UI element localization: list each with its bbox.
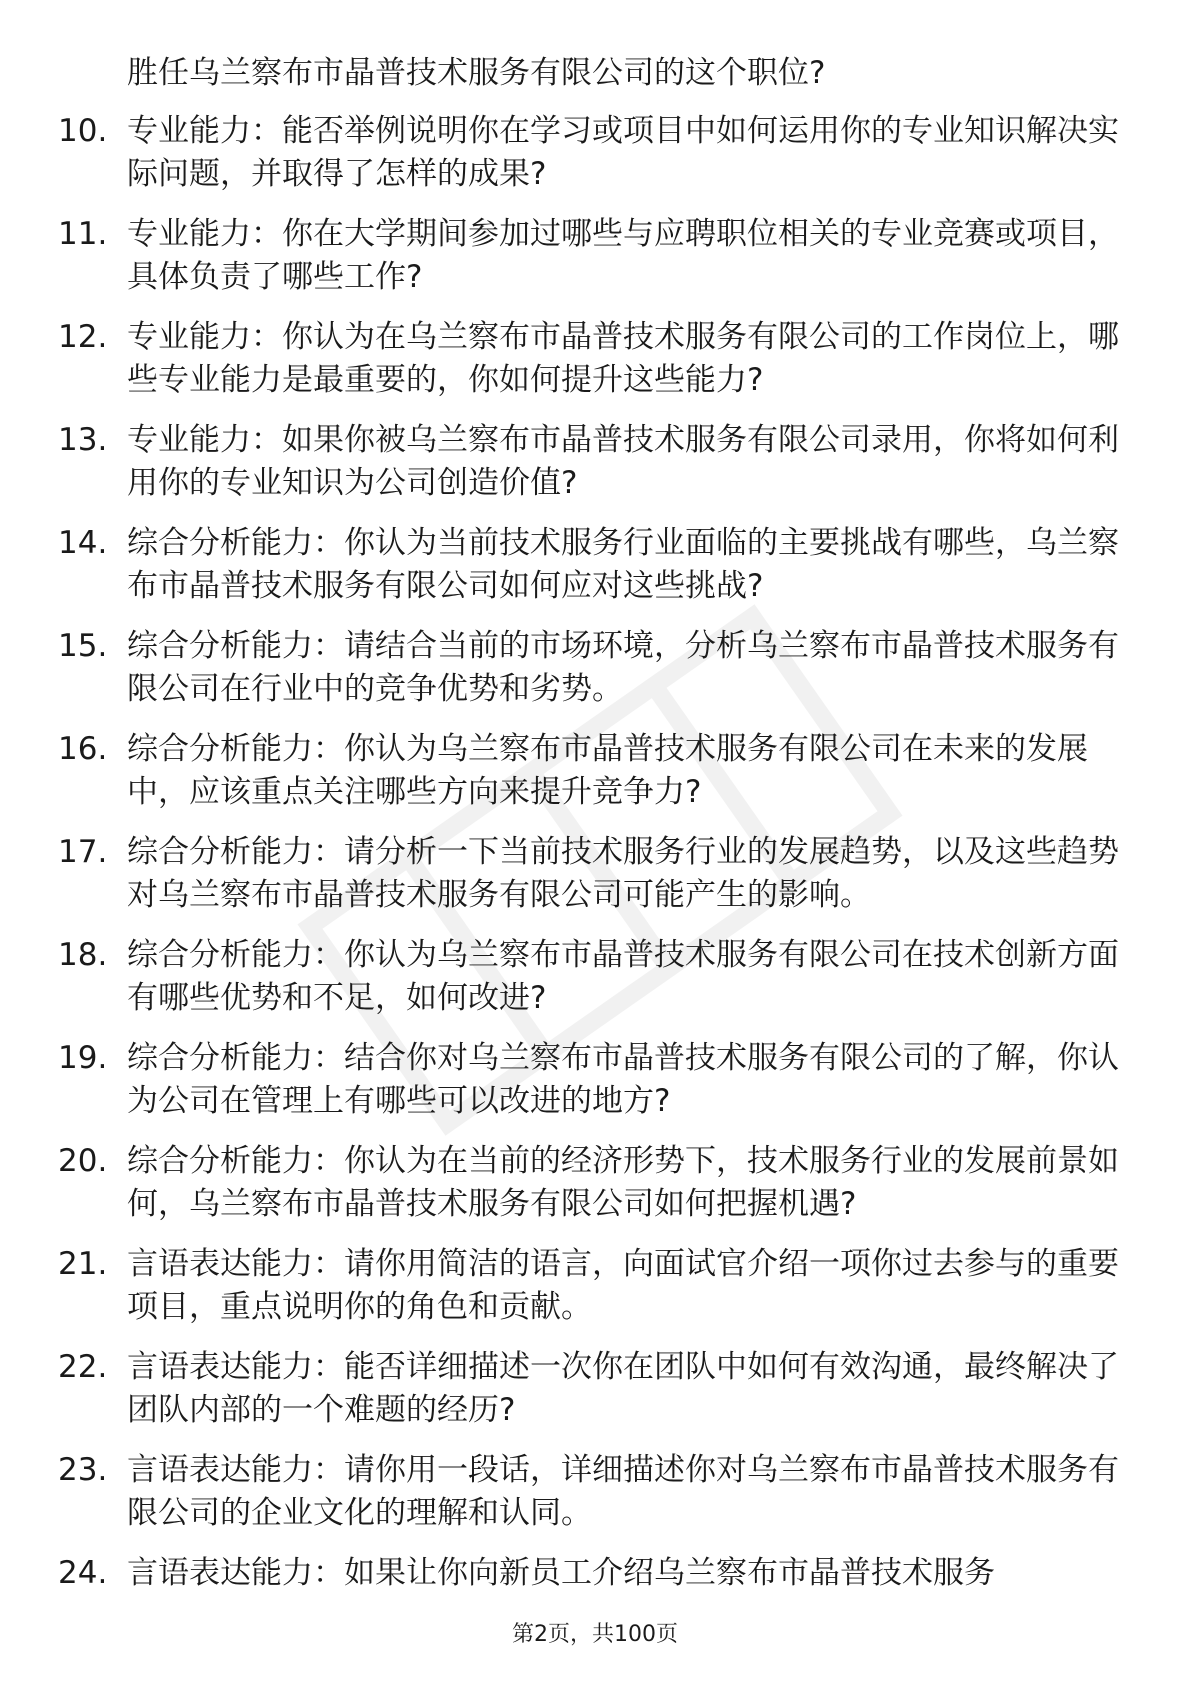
page-footer: 第2页，共100页: [512, 1622, 678, 1647]
question-number: 17.: [58, 834, 108, 870]
question-number: 24.: [58, 1555, 108, 1591]
question-number: 15.: [58, 628, 108, 664]
question-text: 言语表达能力：请你用简洁的语言，向面试官介绍一项你过去参与的重要项目，重点说明你的角色和贡献。: [127, 1246, 1119, 1325]
question-text: 综合分析能力：你认为在当前的经济形势下，技术服务行业的发展前景如何，乌兰察布市晶普技术服务有限公司如何把握机遇?: [127, 1143, 1119, 1222]
list-item: [0, 934, 1190, 1037]
question-list: [0, 110, 1190, 1655]
question-number: 14.: [58, 525, 108, 561]
question-text: 言语表达能力：能否详细描述一次你在团队中如何有效沟通，最终解决了团队内部的一个难题的经历?: [127, 1349, 1119, 1428]
question-text: 综合分析能力：请结合当前的市场环境，分析乌兰察布市晶普技术服务有限公司在行业中的竞争优势和劣势。: [127, 628, 1119, 707]
question-number: 19.: [58, 1040, 108, 1076]
question-number: 18.: [58, 937, 108, 973]
list-item: [0, 625, 1190, 728]
question-text: 综合分析能力：你认为当前技术服务行业面临的主要挑战有哪些，乌兰察布市晶普技术服务有限公司如何应对这些挑战?: [127, 525, 1119, 604]
question-number: 22.: [58, 1349, 108, 1385]
list-item: [0, 110, 1190, 213]
question-text: 专业能力：如果你被乌兰察布市晶普技术服务有限公司录用，你将如何利用你的专业知识为公司创造价值?: [127, 422, 1119, 501]
question-text: 言语表达能力：请你用一段话，详细描述你对乌兰察布市晶普技术服务有限公司的企业文化的理解和认同。: [127, 1452, 1119, 1531]
question-text: 专业能力：能否举例说明你在学习或项目中如何运用你的专业知识解决实际问题，并取得了怎样的成果?: [127, 113, 1119, 192]
question-text: 专业能力：你在大学期间参加过哪些与应聘职位相关的专业竞赛或项目，具体负责了哪些工作?: [127, 216, 1119, 295]
question-number: 10.: [58, 113, 108, 149]
list-item: [0, 728, 1190, 831]
question-number: 16.: [58, 731, 108, 767]
question-number: 20.: [58, 1143, 108, 1179]
question-number: 23.: [58, 1452, 108, 1488]
question-number: 11.: [58, 216, 108, 252]
list-item: [0, 1346, 1190, 1449]
question-text: 综合分析能力：你认为乌兰察布市晶普技术服务有限公司在技术创新方面有哪些优势和不足，如何改进?: [127, 937, 1119, 1016]
question-text: 综合分析能力：你认为乌兰察布市晶普技术服务有限公司在未来的发展中，应该重点关注哪些方向来提升竞争力?: [127, 731, 1088, 810]
question-text: 言语表达能力：如果让你向新员工介绍乌兰察布市晶普技术服务: [127, 1555, 995, 1591]
list-item: [0, 831, 1190, 934]
question-text: 综合分析能力：请分析一下当前技术服务行业的发展趋势，以及这些趋势对乌兰察布市晶普技术服务有限公司可能产生的影响。: [127, 834, 1119, 913]
list-item: [0, 1449, 1190, 1552]
question-text: 综合分析能力：结合你对乌兰察布市晶普技术服务有限公司的了解，你认为公司在管理上有哪些可以改进的地方?: [127, 1040, 1119, 1119]
list-item: [0, 1243, 1190, 1346]
continuation-line: 胜任乌兰察布市晶普技术服务有限公司的这个职位?: [127, 55, 826, 91]
list-item: [0, 213, 1190, 316]
list-item: [0, 1037, 1190, 1140]
question-number: 13.: [58, 422, 108, 458]
question-text: 专业能力：你认为在乌兰察布市晶普技术服务有限公司的工作岗位上，哪些专业能力是最重要的，你如何提升这些能力?: [127, 319, 1119, 398]
question-number: 21.: [58, 1246, 108, 1282]
list-item: [0, 316, 1190, 419]
list-item: [0, 419, 1190, 522]
list-item: [0, 1140, 1190, 1243]
question-number: 12.: [58, 319, 108, 355]
list-item: [0, 522, 1190, 625]
